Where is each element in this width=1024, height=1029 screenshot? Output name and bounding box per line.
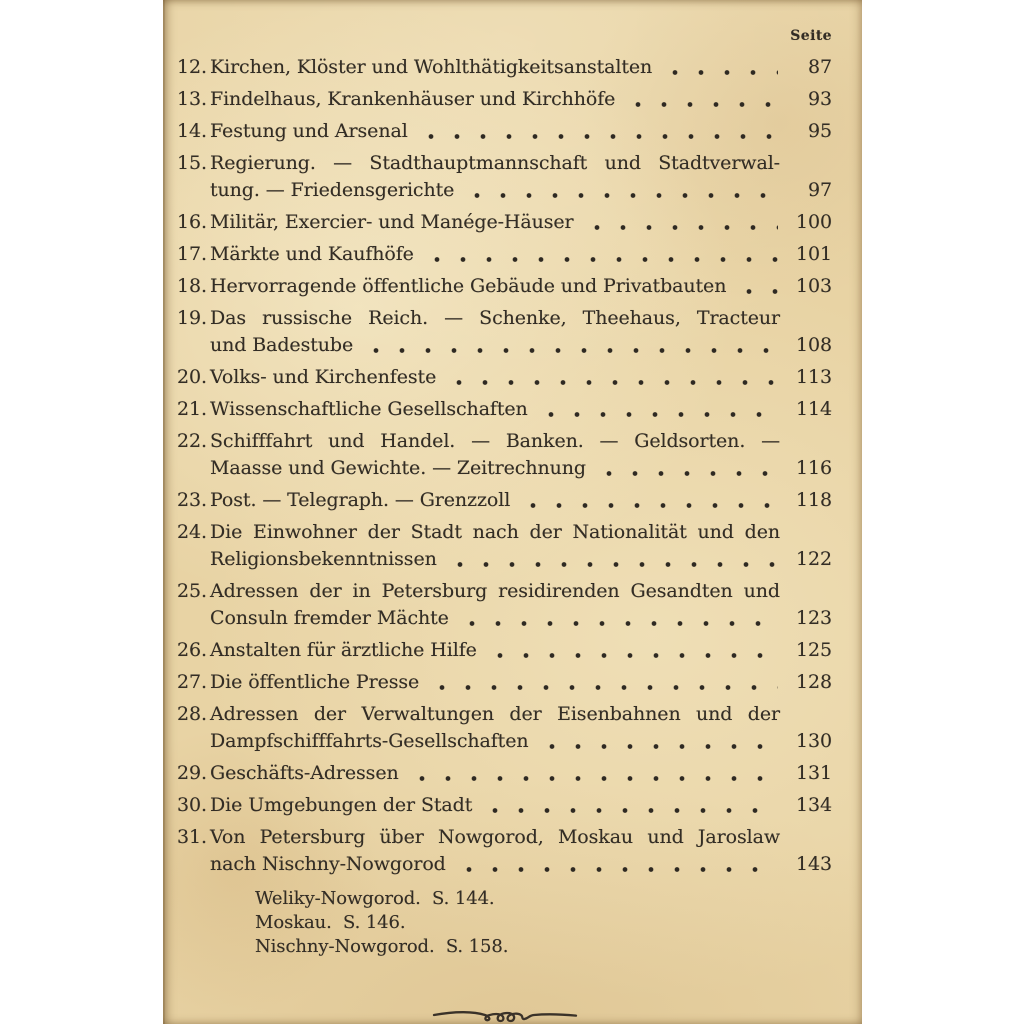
entry-number: 31. [177,826,207,848]
toc-entries [177,54,832,878]
entry-line [177,851,832,878]
toc-entry [177,792,832,819]
dot-leader [539,743,778,750]
entry-title: Volks- und Kirchenfeste [210,366,437,388]
toc-entry [177,578,832,632]
entry-line [177,760,832,787]
dot-leader [625,101,778,108]
entry-number: 17. [177,243,207,265]
entry-line [177,305,832,332]
entry-number: 23. [177,489,207,511]
entry-line [177,546,832,573]
dot-leader [456,866,778,873]
entry-page-number: 97 [808,179,832,201]
entry-page-number: 134 [796,794,832,816]
entry-number: 14. [177,120,207,142]
entry-line [177,273,832,300]
toc-sub-entry: Moskau. S. 146. [255,912,406,933]
dot-leader [424,256,778,263]
toc-sub-entry: Weliky-Nowgorod. S. 144. [255,888,495,909]
entry-indent [177,332,210,359]
entry-page-number: 101 [796,243,832,265]
entry-number: 27. [177,671,207,693]
toc-entry [177,86,832,113]
entry-number: 29. [177,762,207,784]
entry-page-number: 113 [796,366,832,388]
entry-indent [177,605,210,632]
entry-page-number: 122 [796,548,832,570]
entry-indent [177,177,210,204]
dot-leader [584,224,778,231]
toc-entry [177,669,832,696]
entry-number: 28. [177,703,207,725]
toc-entry [177,824,832,878]
entry-page-number: 108 [796,334,832,356]
entry-number: 16. [177,211,207,233]
entry-title: und Badestube [210,334,354,356]
entry-title: Von Petersburg über Nowgorod, Moskau und Jaroslaw [210,826,780,848]
entry-title: Die Umgebungen der Stadt [210,794,473,816]
entry-line [177,701,832,728]
entry-line [177,792,832,819]
entry-title: nach Nischny-Nowgorod [210,853,446,875]
entry-line [177,396,832,423]
entry-line [177,209,832,236]
entry-page-number: 100 [796,211,832,233]
dot-leader [447,561,778,568]
entry-title: Consuln fremder Mächte [210,607,449,629]
dot-leader [596,470,778,477]
entry-line [177,241,832,268]
entry-indent [177,851,210,878]
entry-line [177,428,832,455]
toc-entry [177,701,832,755]
toc-entry [177,241,832,268]
entry-title: Märkte und Kaufhöfe [210,243,414,265]
entry-number: 26. [177,639,207,661]
entry-line [177,150,832,177]
entry-title: Findelhaus, Krankenhäuser und Kirchhöfe [210,88,616,110]
entry-line [177,487,832,514]
page-footer [177,1003,832,1029]
dot-leader [482,807,778,814]
entry-title: Militär, Exercier- und Manége-Häuser [210,211,574,233]
entry-number: 15. [177,152,207,174]
entry-indent [177,455,210,482]
entry-number: 22. [177,430,207,452]
entry-title: Maasse und Gewichte. — Zeitrechnung [210,457,586,479]
dot-leader [418,133,778,140]
entry-title: Dampfschifffahrts-Gesellschaften [210,730,529,752]
entry-title: Schifffahrt und Handel. — Banken. — Geldsorten. — [210,430,780,452]
entry-page-number: 118 [796,489,832,511]
entry-page-number: 114 [796,398,832,420]
seite-column-header: Seite [790,28,832,44]
toc-entry [177,428,832,482]
entry-line [177,605,832,632]
entry-line [177,54,832,81]
dot-leader [736,288,778,295]
entry-indent [177,728,210,755]
toc-entry [177,118,832,145]
entry-line [177,364,832,391]
entry-number: 18. [177,275,207,297]
entry-number: 20. [177,366,207,388]
entry-page-number: 130 [796,730,832,752]
dot-leader [409,775,778,782]
entry-title: Adressen der in Petersburg residirenden Gesandten und [210,580,780,602]
entry-page-number: 116 [796,457,832,479]
entry-line [177,728,832,755]
toc-entry [177,273,832,300]
entry-page-number: 87 [808,56,832,78]
toc-entry [177,364,832,391]
book-page [163,0,862,1024]
toc-entry [177,396,832,423]
toc-entry [177,150,832,204]
toc-entry [177,519,832,573]
entry-title: Wissenschaftliche Gesellschaften [210,398,528,420]
entry-title: Hervorragende öffentliche Gebäude und Privatbauten [210,275,727,297]
entry-title: tung. — Friedensgerichte [210,179,455,201]
entry-number: 13. [177,88,207,110]
entry-title: Die Einwohner der Stadt nach der Nationalität und den [210,521,780,543]
entry-title: Die öffentliche Presse [210,671,420,693]
toc-content [163,0,862,1029]
entry-title: Regierung. — Stadthauptmannschaft und Stadtverwal- [210,152,780,174]
entry-title: Adressen der Verwaltungen der Eisenbahnen und der [210,703,780,725]
entry-line [177,177,832,204]
entry-title: Kirchen, Klöster und Wohlthätigkeitsanstalten [210,56,653,78]
dot-leader [363,347,778,354]
flourish-divider-icon [430,1003,580,1025]
entry-line [177,519,832,546]
entry-title: Festung und Arsenal [210,120,408,142]
entry-title: Religionsbekenntnissen [210,548,437,570]
dot-leader [538,411,778,418]
entry-title: Anstalten für ärztliche Hilfe [210,639,477,661]
entry-number: 30. [177,794,207,816]
entry-page-number: 143 [796,853,832,875]
entry-page-number: 125 [796,639,832,661]
toc-entry [177,760,832,787]
toc-entry [177,209,832,236]
entry-number: 25. [177,580,207,602]
entry-page-number: 103 [796,275,832,297]
entry-line [177,669,832,696]
entry-title: Das russische Reich. — Schenke, Theehaus, Tracteur [210,307,780,329]
dot-leader [459,620,778,627]
dot-leader [429,684,778,691]
dot-leader [520,502,778,509]
entry-number: 12. [177,56,207,78]
entry-number: 21. [177,398,207,420]
dot-leader [464,192,778,199]
entry-line [177,455,832,482]
entry-number: 19. [177,307,207,329]
entry-page-number: 131 [796,762,832,784]
entry-page-number: 123 [796,607,832,629]
dot-leader [662,69,778,76]
entry-indent [177,546,210,573]
toc-entry [177,54,832,81]
entry-line [177,332,832,359]
entry-number: 24. [177,521,207,543]
entry-page-number: 93 [808,88,832,110]
entry-title: Geschäfts-Adressen [210,762,399,784]
dot-leader [487,652,778,659]
entry-page-number: 95 [808,120,832,142]
entry-line [177,118,832,145]
entry-line [177,637,832,664]
entry-line [177,578,832,605]
entry-page-number: 128 [796,671,832,693]
toc-sub-entry: Nischny-Nowgorod. S. 158. [255,936,509,957]
entry-title: Post. — Telegraph. — Grenzzoll [210,489,511,511]
toc-entry [177,305,832,359]
entry-line [177,824,832,851]
toc-entry [177,637,832,664]
entry-line [177,86,832,113]
toc-sub-entries [255,887,832,959]
dot-leader [446,379,778,386]
toc-entry [177,487,832,514]
